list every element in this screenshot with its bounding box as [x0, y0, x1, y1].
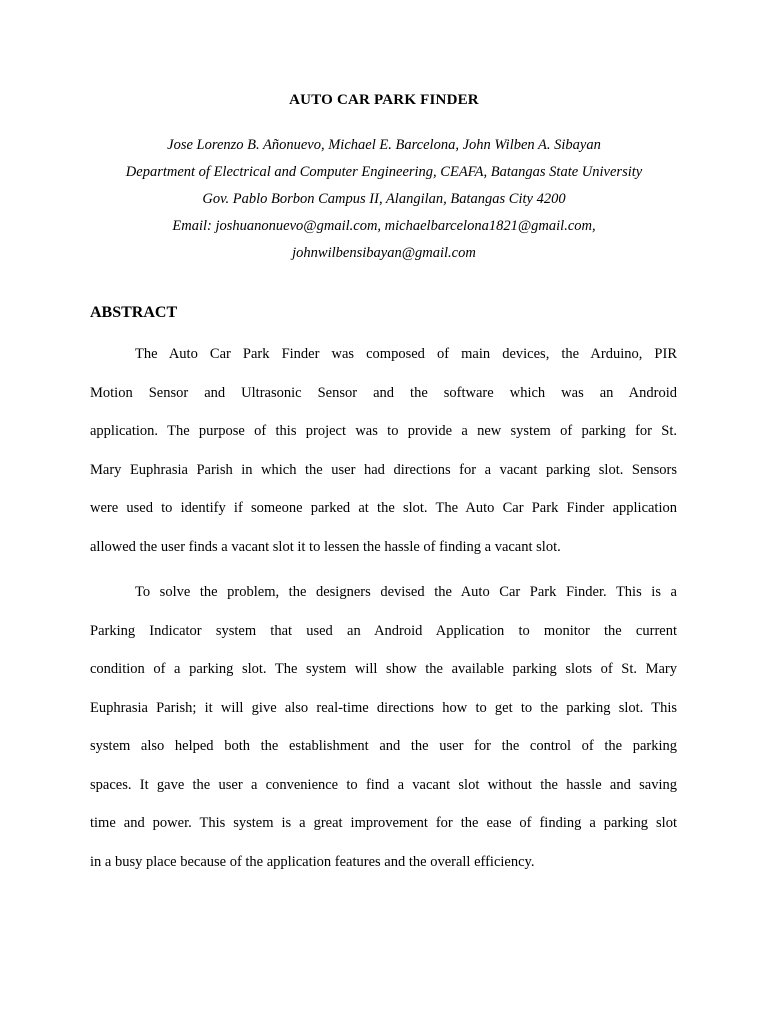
text-line: system also helped both the establishment and the user for the control of the parking [90, 738, 677, 754]
text-line: spaces. It gave the user a convenience to find a vacant slot without the hassle and saving [90, 776, 677, 793]
author-email-line-1: Email: joshuanonuevo@gmail.com, michaelbarcelona1821@gmail.com, [172, 218, 596, 234]
text-line: Motion Sensor and Ultrasonic Sensor and the software which was an Android [90, 384, 677, 401]
author-address: Gov. Pablo Borbon Campus II, Alangilan, Batangas City 4200 [202, 191, 566, 207]
author-block [0, 132, 768, 267]
text-line: were used to identify if someone parked at the slot. The Auto Car Park Finder application [90, 500, 677, 516]
text-line: in a busy place because of the application features and the overall efficiency. [90, 853, 535, 870]
paper-title: AUTO CAR PARK FINDER [289, 92, 479, 108]
author-affiliation: Department of Electrical and Computer Engineering, CEAFA, Batangas State University [125, 164, 643, 180]
author-email-line-2: johnwilbensibayan@gmail.com [292, 245, 476, 261]
text-line: To solve the problem, the designers devised the Auto Car Park Finder. This is a [135, 584, 677, 600]
abstract-heading: ABSTRACT [90, 304, 178, 321]
text-line: Euphrasia Parish; it will give also real-time directions how to get to the parking slot. This [90, 699, 677, 716]
text-line: allowed the user finds a vacant slot it to lessen the hassle of finding a vacant slot. [90, 538, 561, 555]
text-line: Mary Euphrasia Parish in which the user had directions for a vacant parking slot. Sensors [90, 461, 677, 478]
text-line: The Auto Car Park Finder was composed of main devices, the Arduino, PIR [135, 346, 677, 362]
abstract-paragraph-1 [90, 335, 677, 566]
text-line: application. The purpose of this project was to provide a new system of parking for St. [90, 423, 677, 439]
author-names: Jose Lorenzo B. Añonuevo, Michael E. Barcelona, John Wilben A. Sibayan [167, 137, 601, 153]
abstract-paragraph-2 [90, 573, 677, 881]
text-line: time and power. This system is a great improvement for the ease of finding a parking slot [90, 815, 677, 831]
text-line: Parking Indicator system that used an Android Application to monitor the current [90, 622, 677, 639]
text-line: condition of a parking slot. The system will show the available parking slots of St. Mary [90, 661, 677, 677]
